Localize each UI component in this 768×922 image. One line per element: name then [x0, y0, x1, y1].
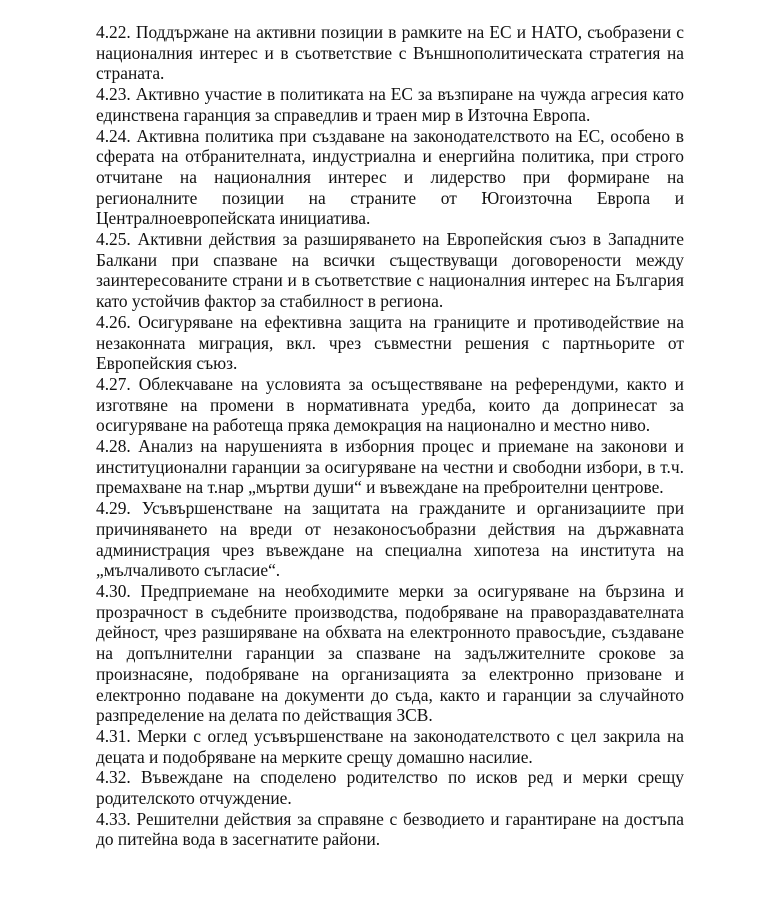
paragraph-4-31: 4.31. Мерки с оглед усъвършенстване на законодателството с цел закрила на децата и подобряване на мерките срещу домашно насилие. [96, 725, 684, 767]
paragraph-4-25: 4.25. Активни действия за разширяването на Европейския съюз в Западните Балкани при спазване на всички съществуващи договорености между заинтересованите страни и в съответствие с националния интерес на България като устойчив фактор за стабилност в региона. [96, 229, 684, 312]
paragraph-4-26: 4.26. Осигуряване на ефективна защита на границите и противодействие на незаконната миграция, вкл. чрез съвместни решения с партньорите от Европейския съюз. [96, 311, 684, 374]
document-body [96, 22, 684, 850]
paragraph-4-24: 4.24. Активна политика при създаване на законодателството на ЕС, особено в сферата на отбранителната, индустриална и енергийна политика, при строго отчитане на националния интерес и лидерство при формиране на регионалните позиции на страните от Югоизточна Европа и Централноевропейската инициатива. [96, 125, 684, 229]
paragraph-4-30: 4.30. Предприемане на необходимите мерки за осигуряване на бързина и прозрачност в съдебните производства, подобряване на правораздавателната дейност, чрез разширяване на обхвата на електронното правосъдие, създаване на допълнителни гаранции за спазване на задължителните срокове за произнасяне, подобряване на организацията за електронно призоване и електронно подаване на документи до съда, както и гаранции за случайното разпределение на делата по действащия ЗСВ. [96, 580, 684, 726]
paragraph-4-29: 4.29. Усъвършенстване на защитата на гражданите и организациите при причиняването на вреди от незаконосъобразни действия на държавната администрация чрез въвеждане на специална хипотеза на института на „мълчаливото съгласие“. [96, 498, 684, 581]
paragraph-4-23: 4.23. Активно участие в политиката на ЕС за възпиране на чужда агресия като единствена гаранция за справедлив и траен мир в Източна Европа. [96, 84, 684, 125]
paragraph-4-22: 4.22. Поддържане на активни позиции в рамките на ЕС и НАТО, съобразени с националния интерес и в съответствие с Външнополитическата стратегия на страната. [96, 22, 684, 84]
paragraph-4-33: 4.33. Решителни действия за справяне с безводието и гарантиране на достъпа до питейна вода в засегнатите райони. [96, 808, 684, 850]
paragraph-4-32: 4.32. Въвеждане на споделено родителство по исков ред и мерки срещу родителското отчуждение. [96, 767, 684, 809]
paragraph-4-28: 4.28. Анализ на нарушенията в изборния процес и приемане на законови и институционални гаранции за осигуряване на честни и свободни избори, в т.ч. премахване на т.нар „мъртви души“ и въвеждане на преброителни центрове. [96, 436, 684, 498]
paragraph-4-27: 4.27. Облекчаване на условията за осъществяване на референдуми, както и изготвяне на промени в нормативната уредба, които да допринесат за осигуряване на работеща пряка демокрация на национално и местно ниво. [96, 373, 684, 436]
